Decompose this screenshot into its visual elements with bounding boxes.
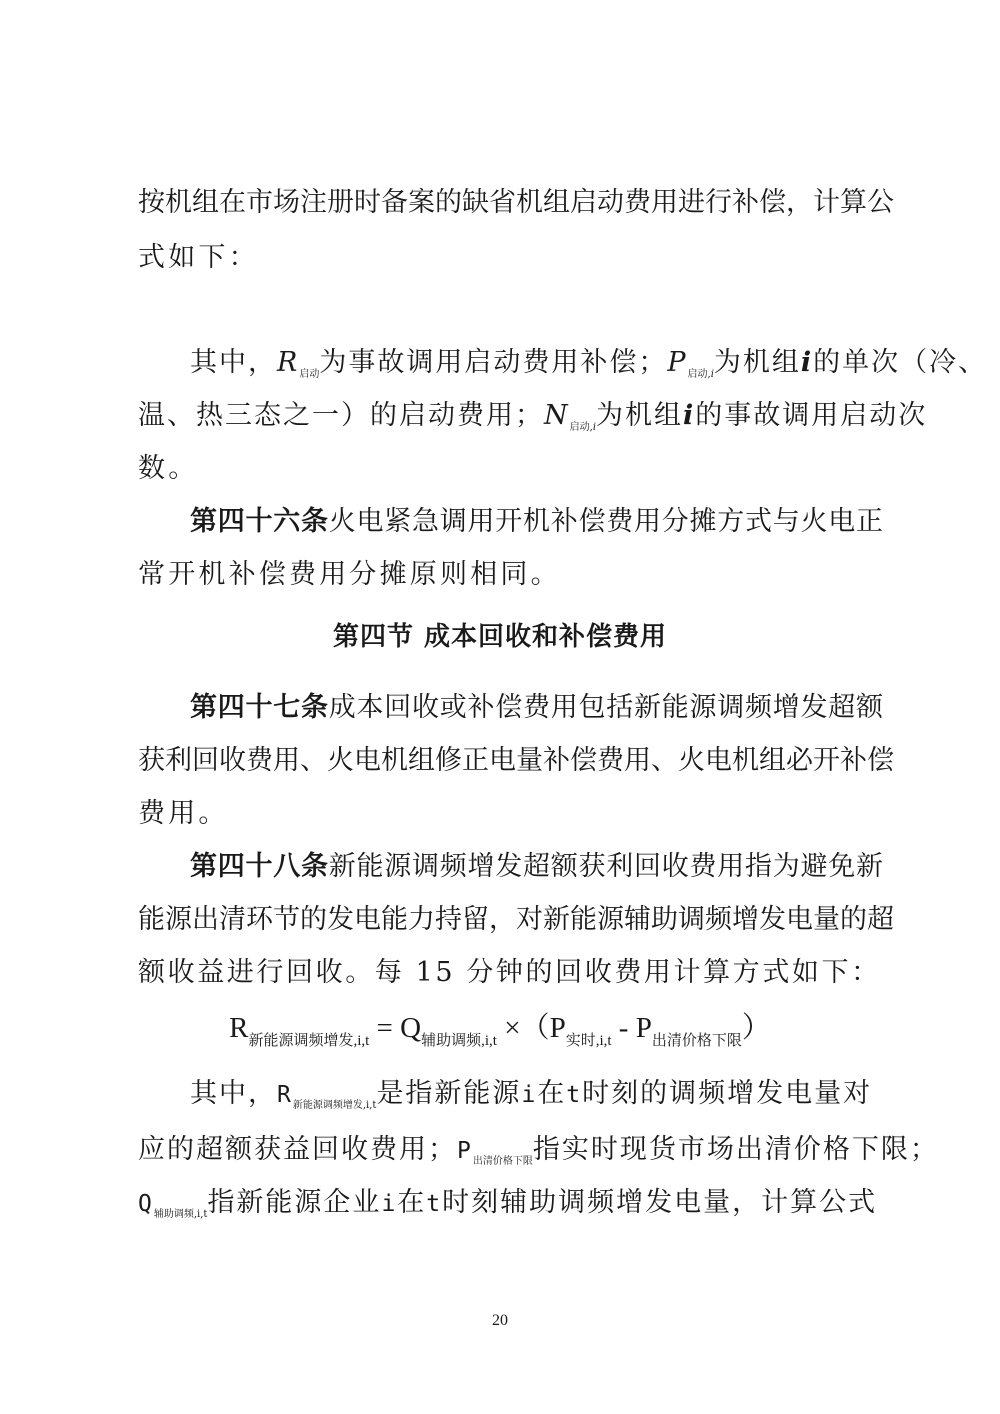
section-heading: 第四节 成本回收和补偿费用 bbox=[332, 622, 668, 652]
article-48-line: 额收益进行回收。每 15 分钟的回收费用计算方式如下： bbox=[138, 957, 881, 988]
article-48-line: 第四十八条新能源调频增发超额获利回收费用指为避免新 bbox=[190, 851, 883, 882]
definition-line: 应的超额获益回收费用；$P_{出清价格下限}$指实时现货市场出清价格下限； bbox=[138, 1134, 939, 1167]
article-label: 第四十七条 bbox=[190, 692, 329, 723]
paragraph-line: 按机组在市场注册时备案的缺省机组启动费用进行补偿，计算公 bbox=[138, 187, 894, 218]
article-46-line: 常开机补偿费用分摊原则相同。 bbox=[138, 559, 561, 590]
article-47-line: 获利回收费用、火电机组修正电量补偿费用、火电机组必开补偿 bbox=[138, 745, 894, 776]
definition-line: 其中，$R_{新能源调频增发,i,t}$是指新能源i在t时刻的调频增发电量对 bbox=[190, 1078, 873, 1111]
article-46-line: 第四十六条火电紧急调用开机补偿费用分摊方式与火电正 bbox=[190, 506, 883, 537]
definition-line: 其中，$R_{启动}$为事故调用启动费用补偿；$P_{启动,i}$为机组i的单次（冷、 bbox=[190, 347, 988, 380]
article-label: 第四十八条 bbox=[190, 851, 329, 882]
definition-line: 温、热三态之一）的启动费用；$N_{启动,i}$为机组i的事故调用启动次 bbox=[138, 400, 928, 433]
definition-line: 数。 bbox=[138, 453, 199, 484]
article-47-line: 第四十七条成本回收或补偿费用包括新能源调频增发超额 bbox=[190, 692, 883, 723]
page-number: 20 bbox=[492, 1312, 508, 1329]
article-label: 第四十六条 bbox=[190, 506, 329, 537]
paragraph-line: 式如下： bbox=[138, 242, 259, 273]
definition-line: $Q_{辅助调频,i,t}$指新能源企业i在t时刻辅助调频增发电量，计算公式 bbox=[138, 1187, 878, 1220]
formula: $R_{新能源调频增发,i,t} = Q_{辅助调频,i,t} \times(P_{实时,i,t} - P_{出清价格下限})$ bbox=[229, 1012, 771, 1049]
article-47-line: 费用。 bbox=[138, 798, 229, 829]
article-48-line: 能源出清环节的发电能力持留，对新能源辅助调频增发电量的超 bbox=[138, 904, 894, 935]
